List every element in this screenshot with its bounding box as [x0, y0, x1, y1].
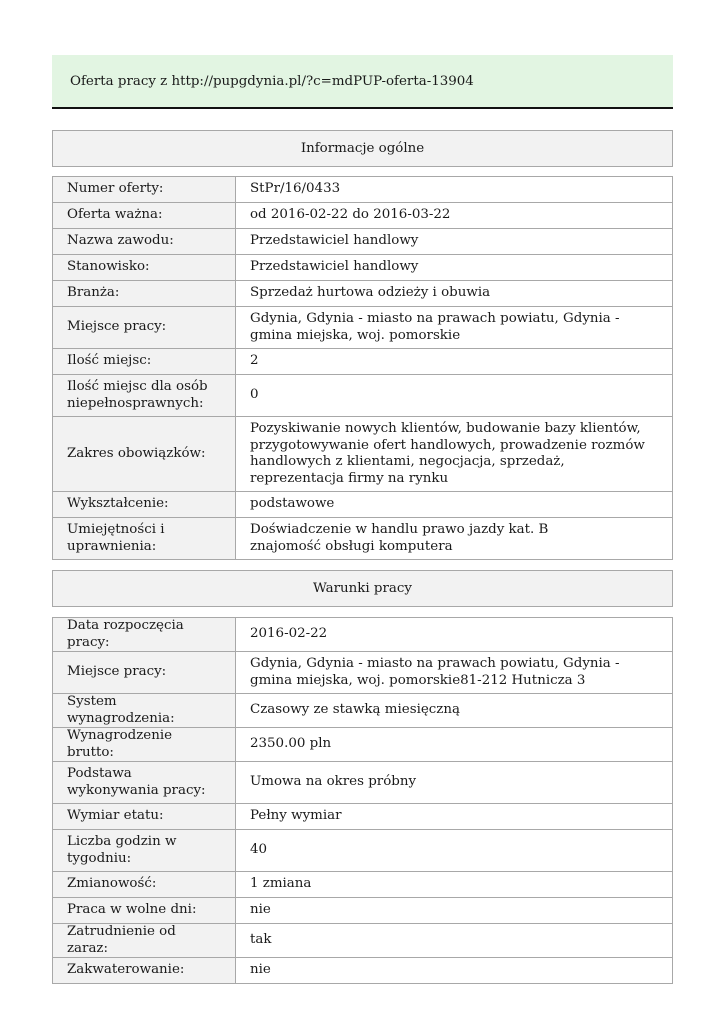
row-value: 2016-02-22	[236, 618, 673, 652]
section-title-text: Warunki pracy	[313, 581, 412, 596]
general-info-table	[52, 176, 673, 560]
conditions-table	[52, 617, 673, 984]
row-label: Zatrudnienie od zaraz:	[53, 924, 236, 958]
row-label: Zakres obowiązków:	[53, 417, 236, 492]
row-label: Numer oferty:	[53, 177, 236, 203]
row-label: System wynagrodzenia:	[53, 694, 236, 728]
row-value: Sprzedaż hurtowa odzieży i obuwia	[236, 281, 673, 307]
row-value: Gdynia, Gdynia - miasto na prawach powiatu, Gdynia - gmina miejska, woj. pomorskie81-212 Hutnicza 3	[236, 652, 673, 694]
table-row	[53, 958, 673, 984]
row-value: tak	[236, 924, 673, 958]
row-label: Praca w wolne dni:	[53, 898, 236, 924]
table-row	[53, 375, 673, 417]
table-row	[53, 694, 673, 728]
row-label: Nazwa zawodu:	[53, 229, 236, 255]
table-row	[53, 281, 673, 307]
row-label: Wymiar etatu:	[53, 804, 236, 830]
row-value: nie	[236, 898, 673, 924]
table-row	[53, 492, 673, 518]
table-row	[53, 728, 673, 762]
row-value: nie	[236, 958, 673, 984]
table-row	[53, 203, 673, 229]
row-value: Pełny wymiar	[236, 804, 673, 830]
table-row	[53, 177, 673, 203]
table-row	[53, 924, 673, 958]
row-label: Wykształcenie:	[53, 492, 236, 518]
row-value: Przedstawiciel handlowy	[236, 255, 673, 281]
row-label: Miejsce pracy:	[53, 652, 236, 694]
page-header	[52, 55, 673, 109]
table-row	[53, 307, 673, 349]
table-row	[53, 762, 673, 804]
row-value: Gdynia, Gdynia - miasto na prawach powiatu, Gdynia - gmina miejska, woj. pomorskie	[236, 307, 673, 349]
row-label: Oferta ważna:	[53, 203, 236, 229]
row-label: Ilość miejsc dla osób niepełnosprawnych:	[53, 375, 236, 417]
table-row	[53, 804, 673, 830]
row-label: Miejsce pracy:	[53, 307, 236, 349]
value-line: Doświadczenie w handlu prawo jazdy kat. B	[250, 522, 549, 537]
row-value: Pozyskiwanie nowych klientów, budowanie bazy klientów, przygotowywanie ofert handlowych, prowadzenie rozmów handlowych z klientami, negocjacja, sprzedaż, reprezentacja firmy na rynku	[236, 417, 673, 492]
row-label: Zmianowość:	[53, 872, 236, 898]
row-value: podstawowe	[236, 492, 673, 518]
row-label: Wynagrodzenie brutto:	[53, 728, 236, 762]
row-label: Podstawa wykonywania pracy:	[53, 762, 236, 804]
row-label: Branża:	[53, 281, 236, 307]
row-value: StPr/16/0433	[236, 177, 673, 203]
row-value: Umowa na okres próbny	[236, 762, 673, 804]
section-title-conditions	[52, 570, 673, 607]
row-label: Stanowisko:	[53, 255, 236, 281]
row-value: od 2016-02-22 do 2016-03-22	[236, 203, 673, 229]
table-row	[53, 618, 673, 652]
table-row	[53, 898, 673, 924]
row-value: Przedstawiciel handlowy	[236, 229, 673, 255]
table-row	[53, 652, 673, 694]
table-row	[53, 830, 673, 872]
table-row	[53, 229, 673, 255]
table-row	[53, 349, 673, 375]
row-label: Liczba godzin w tygodniu:	[53, 830, 236, 872]
row-label: Umiejętności i uprawnienia:	[53, 518, 236, 560]
row-label: Data rozpoczęcia pracy:	[53, 618, 236, 652]
row-label: Zakwaterowanie:	[53, 958, 236, 984]
page-title: Oferta pracy z http://pupgdynia.pl/?c=mdPUP-oferta-13904	[70, 73, 474, 89]
table-row	[53, 417, 673, 492]
section-title-general	[52, 130, 673, 167]
row-value	[236, 518, 673, 560]
table-row	[53, 872, 673, 898]
table-row	[53, 255, 673, 281]
row-value: 2350.00 pln	[236, 728, 673, 762]
table-row	[53, 518, 673, 560]
row-value: Czasowy ze stawką miesięczną	[236, 694, 673, 728]
row-value: 1 zmiana	[236, 872, 673, 898]
row-value: 2	[236, 349, 673, 375]
row-value: 0	[236, 375, 673, 417]
row-value: 40	[236, 830, 673, 872]
value-line: znajomość obsługi komputera	[250, 538, 453, 554]
row-label: Ilość miejsc:	[53, 349, 236, 375]
section-title-text: Informacje ogólne	[300, 141, 425, 156]
